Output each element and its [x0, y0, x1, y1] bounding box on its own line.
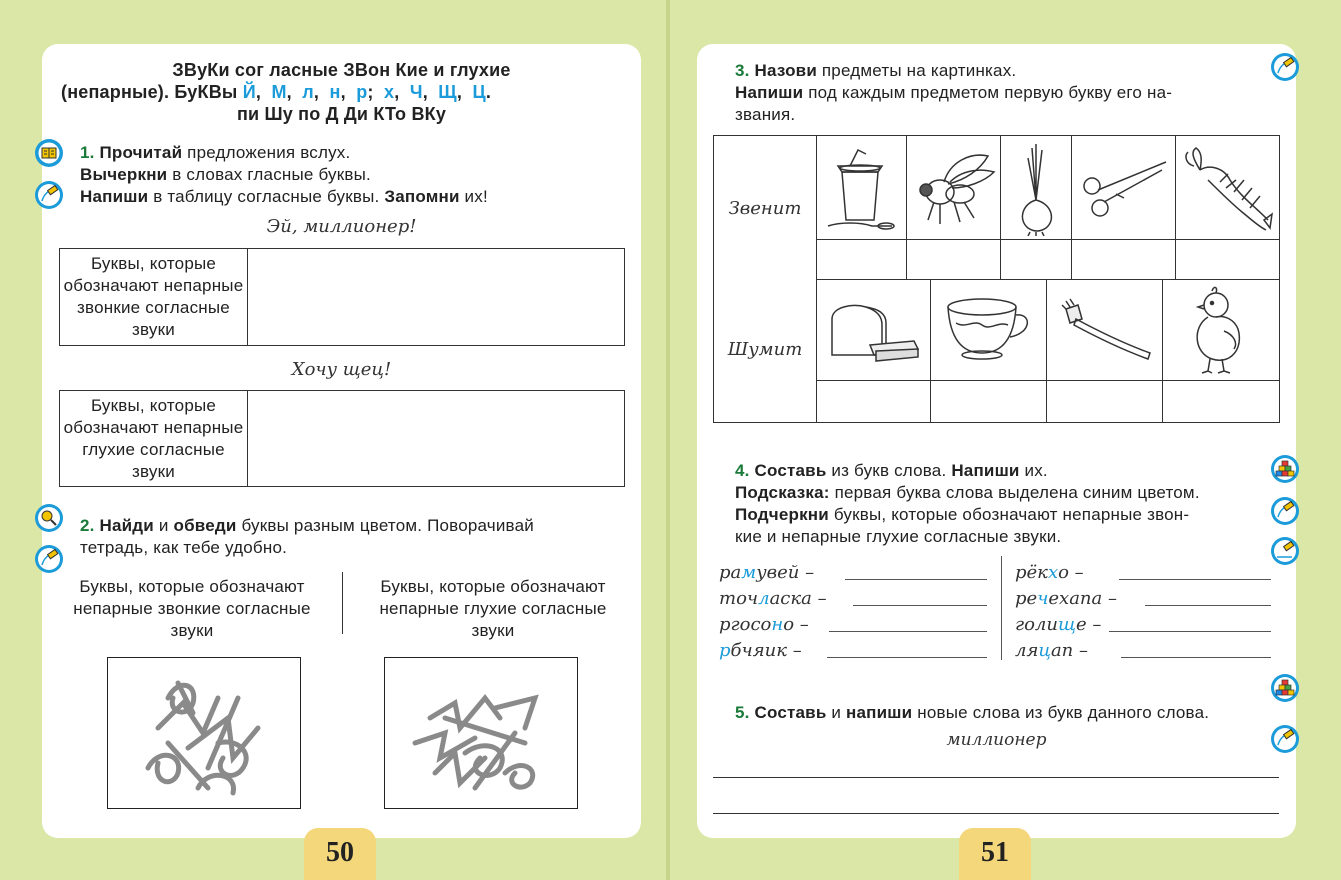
answer-line[interactable]	[845, 579, 987, 580]
cup-picture	[936, 289, 1040, 373]
page-number-right: 51	[959, 828, 1031, 880]
blocks-icon	[1270, 673, 1300, 703]
row-label-cell-zvenit	[714, 136, 817, 279]
row-zvenit	[816, 136, 1279, 280]
bread-picture	[822, 289, 926, 373]
table-voiced-label: Буквы, которые обозначают непарные звонкие согласные звуки	[60, 249, 248, 346]
row-label-shumit: Шумит	[727, 339, 803, 360]
book-spine	[666, 0, 670, 880]
answer-line[interactable]	[829, 631, 987, 632]
picture-table	[713, 135, 1280, 423]
scribble-letters-voiced	[108, 658, 300, 808]
task-2-text: 2. Найди и обведи буквы разным цветом. Поворачивай тетрадь, как тебе удобно.	[80, 516, 534, 557]
answer-line[interactable]	[1119, 579, 1271, 580]
title-line-2: (непарные). БуКВы Й, М, л, н, р; х, Ч, Щ, Ц.	[61, 82, 492, 102]
task-5-word: миллионер	[946, 730, 1047, 750]
page-number-left: 50	[304, 828, 376, 880]
scrambled-word: точласка –	[719, 588, 827, 609]
toothbrush-picture	[1052, 289, 1158, 373]
table-voiceless	[59, 390, 625, 487]
scrambled-word: ляцап –	[1015, 640, 1088, 661]
column-voiced-label: Буквы, которые обозначают непарные звонкие согласные звуки	[73, 577, 311, 640]
answer-line[interactable]	[827, 657, 987, 658]
scribble-box-voiceless[interactable]	[384, 657, 578, 809]
scrambled-word: рамувей –	[719, 562, 815, 583]
row-label-zvenit: Звенит	[728, 198, 802, 219]
table-voiceless-answer-cell[interactable]	[248, 391, 625, 487]
scrambled-word: голище –	[1015, 614, 1102, 635]
column-voiceless-label: Буквы, которые обозначают непарные глухие согласные звуки	[379, 577, 607, 640]
book-icon	[34, 138, 64, 168]
chick-picture	[1168, 283, 1274, 377]
row-shumit	[816, 279, 1279, 422]
task-5-text: 5. Составь и напиши новые слова из букв данного слова.	[735, 703, 1210, 722]
task-3-text: 3. Назови предметы на картинках. Напиши под каждым предметом первую букву его на- звания.	[735, 61, 1173, 124]
task-1-text: 1. Прочитай предложения вслух. Вычеркни в словах гласные буквы. Напиши в таблицу согласные буквы. Запомни их!	[80, 143, 488, 206]
scrambled-word: рёкхо –	[1015, 562, 1084, 583]
title-line-3: пи Шу по Д Ди КТо ВКу	[236, 104, 447, 124]
scrambled-word: рбчяик –	[719, 640, 802, 661]
table-voiced	[59, 248, 625, 346]
magnifier-icon	[34, 503, 64, 533]
page-51	[697, 44, 1296, 838]
answer-line[interactable]	[853, 605, 987, 606]
scrambled-word: ргосоно –	[719, 614, 809, 635]
table-voiceless-label: Буквы, которые обозначают непарные глухие согласные звуки	[60, 391, 248, 487]
answer-line-1[interactable]	[713, 777, 1279, 778]
row-label-cell-shumit	[714, 279, 817, 422]
scrambled-word: речехапа –	[1015, 588, 1117, 609]
handwritten-phrase-1: Эй, миллионер!	[266, 216, 417, 237]
table-voiced-answer-cell[interactable]	[248, 249, 625, 346]
answer-line[interactable]	[1121, 657, 1271, 658]
page-50	[42, 44, 641, 838]
yogurt-spoon-picture	[820, 142, 902, 234]
onion-picture	[1004, 140, 1068, 236]
answer-line-2[interactable]	[713, 813, 1279, 814]
answer-line[interactable]	[1109, 631, 1271, 632]
fly-picture	[910, 142, 998, 234]
task-4-text: 4. Составь из букв слова. Напиши их. Подсказка: первая буква слова выделена синим цветом. Подчеркни буквы, которые обозначают непарные звон- кие и непарные глухие согласные звуки.	[735, 461, 1200, 546]
word-list-divider	[1001, 556, 1002, 660]
title-line-1: ЗВуКи сог ласные ЗВон Кие и глухие	[172, 60, 511, 80]
pencil-icon	[34, 544, 64, 574]
column-divider	[342, 572, 343, 634]
handwritten-phrase-2: Хочу щец!	[291, 359, 392, 380]
crayfish-picture	[1180, 140, 1276, 236]
scribble-box-voiced[interactable]	[107, 657, 301, 809]
pencil-icon	[34, 180, 64, 210]
scribble-letters-voiceless	[385, 658, 577, 808]
answer-line[interactable]	[1145, 605, 1271, 606]
section-title	[42, 59, 641, 125]
scissors-picture	[1076, 142, 1172, 234]
